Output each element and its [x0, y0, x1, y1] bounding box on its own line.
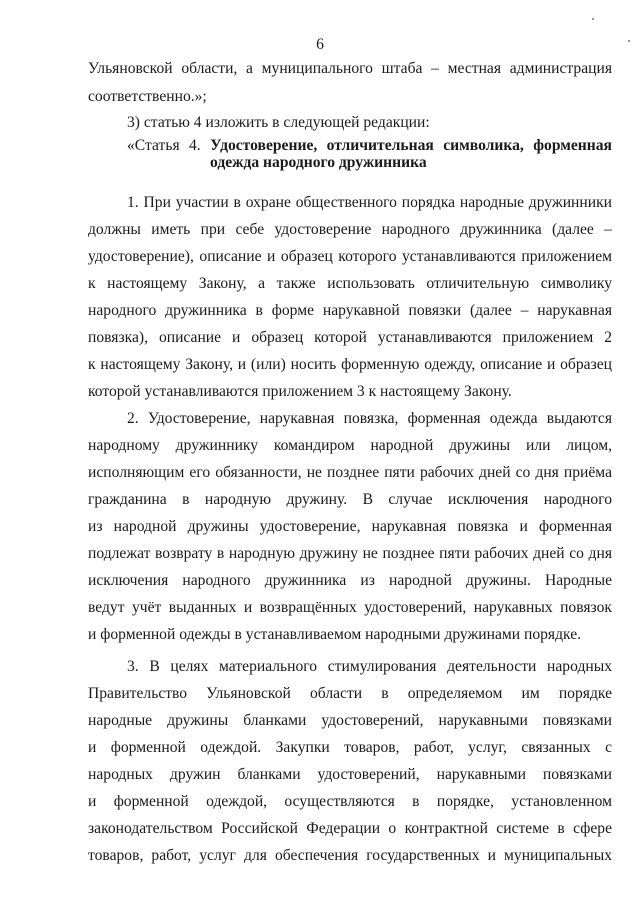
text-line: гражданина в народную дружину. В случае исключения народного [88, 491, 612, 508]
page-number: 6 [316, 36, 324, 53]
text-line: которой устанавливаются приложением 3 к настоящему Закону. [88, 383, 512, 400]
text-line: Ульяновской области, а муниципального штаба – местная администрация [88, 60, 612, 77]
text-line: Правительство Ульяновской области в определяемом им порядке [88, 685, 612, 702]
text-line: 2. Удостоверение, нарукавная повязка, форменная одежда выдаются [127, 410, 612, 427]
text-line: из народной дружины удостоверение, нарукавная повязка и форменная [88, 518, 612, 535]
text-line: и форменной одежды в устанавливаемом народными дружинами порядке. [88, 626, 582, 643]
text-line: и форменной одеждой. Закупки товаров, работ, услуг, связанных с [88, 739, 612, 756]
text-line: товаров, работ, услуг для обеспечения государственных и муниципальных [88, 847, 612, 864]
text-line: повязка), описание и образец которой устанавливаются приложением 2 [88, 329, 612, 346]
text-line: исключения народного дружинника из народной дружины. Народные [88, 572, 612, 589]
text-line: должны иметь при себе удостоверение народного дружинника (далее – [88, 221, 612, 238]
text-line: удостоверение), описание и образец которого устанавливаются приложением [88, 248, 612, 265]
text-line: законодательством Российской Федерации о контрактной системе в сфере [88, 820, 612, 837]
text-line: ведут учёт выданных и возвращённых удостоверений, нарукавных повязок [88, 599, 612, 616]
text-line: 3) статью 4 изложить в следующей редакции: [127, 114, 430, 131]
article-title-line2: одежда народного дружинника [210, 154, 427, 171]
text-line: и форменной одеждой, осуществляются в порядке, установленном [88, 793, 612, 810]
article-prefix: «Статья 4. [127, 137, 201, 154]
text-line: народных дружин бланками удостоверений, нарукавными повязками [88, 766, 612, 783]
text-line: народные дружины бланками удостоверений, нарукавными повязками [88, 712, 612, 729]
article-title-line1: Удостоверение, отличительная символика, форменная [210, 137, 612, 154]
text-line: исполняющим его обязанности, не позднее пяти рабочих дней со дня приёма [88, 464, 612, 481]
text-line: к настоящему Закону, и (или) носить форменную одежду, описание и образец [88, 356, 612, 373]
text-line: подлежат возврату в народную дружину не позднее пяти рабочих дней со дня [88, 545, 612, 562]
text-line: народному дружиннику командиром народной дружины или лицом, [88, 437, 612, 454]
text-line: соответственно.»; [88, 88, 207, 105]
text-line: 3. В целях материального стимулирования деятельности народных [127, 658, 612, 675]
text-line: народного дружинника в форме нарукавной повязки (далее – нарукавная [88, 302, 612, 319]
article-heading [127, 137, 612, 155]
text-line: к настоящему Закону, а также использовать отличительную символику [88, 275, 612, 292]
scan-speck [592, 18, 594, 20]
text-line: 1. При участии в охране общественного порядка народные дружинники [127, 194, 612, 211]
scan-speck [628, 40, 630, 42]
